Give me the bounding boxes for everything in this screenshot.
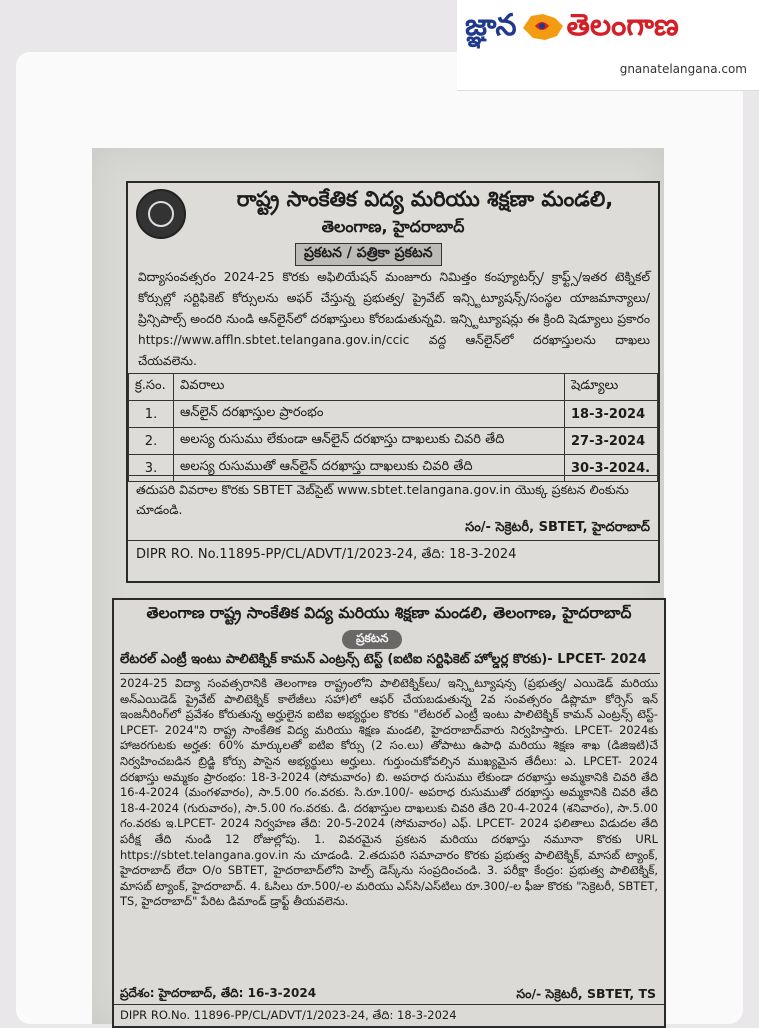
table-header-row xyxy=(129,374,658,401)
table-cell-detail: అలస్య రుసుము లేకుండా ఆన్‌లైన్ దరఖాస్తు దాఖలుకు చివరి తేది xyxy=(174,428,565,455)
notice-2-signature: సం/- సెక్రెటరీ, SBTET, TS xyxy=(516,986,656,1001)
notice-2 xyxy=(112,598,666,1028)
table-row xyxy=(129,401,658,428)
table-cell-date: 30-3-2024. xyxy=(565,455,658,482)
notice-2-dipr: DIPR RO.No. 11896-PP/CL/ADVT/1/2023-24, తేది: 18-3-2024 xyxy=(114,1004,664,1028)
table-cell-detail: ఆన్‌లైన్ దరఖాస్తుల ప్రారంభం xyxy=(174,401,565,428)
table-header: క్ర.సం. xyxy=(129,374,174,401)
notice-1-dipr: DIPR RO. No.11895-PP/CL/ADVT/1/2023-24, తేది: 18-3-2024 xyxy=(128,540,658,571)
notice-2-tag: ప్రకటన xyxy=(342,630,402,649)
table-cell-date: 18-3-2024 xyxy=(565,401,658,428)
newspaper-clipping xyxy=(92,148,664,1024)
notice-2-dates-paragraph: గుర్తుంచుకోవల్సిన ముఖ్యమైన తేదీలు: ఎ. LPCET- 2024 దరఖాస్తు అమ్మకం ప్రారంభం: 18-3-2024 (సోమవారం) బి. అపరాధ రుసుము లేకుండా దరఖాస్తు అమ్మకానికి చివరి తేది 16-4-2024 (మంగళవారం), సా.5.00 గం.వరకు. సి.రూ.100/- అపరాధ రుసుముతో దరఖాస్తు అమ్మకానికి చివరి తేది 18-4-2024 (గురువారం), సా.5.00 గం.వరకు. డి. దరఖాస్తుల దాఖలుకు చివరి తేది 20-4-2024 (శనివారం), సా.5.00 గం.వరకు ఇ.LPCET- 2024 నిర్వహణ తేది: 20-5-2024 (సోమవారం) ఎఫ్. LPCET- 2024 ఫలితాలు విడుదల తేది పరీక్ష తేది నుండి 12 రోజుల్లోపు. 1. వివరమైన ప్రకటన మరియు దరఖాస్తు నమూనా కొరకు URL https://sbtet.telangana.gov.in ను చూడండి. 2.తదుపరి సమాచారం కొరకు ప్రభుత్వ పాలిటెక్నిక్, మాసబ్ ట్యాంక్, హైదరాబాద్ లేదా O/o SBTET, హైదరాబాద్‌లోని హెల్ప్ డెస్క్‌ను సంప్రదించండి. 3. పరీక్షా కేంద్రం: ప్రభుత్వ పాలిటెక్నిక్, మాసబ్ ట్యాంక్, హైదరాబాద్. 4. ఓసిలు రూ.500/-ల మరియు ఎస్‌సి/ఎస్‌టిలు రూ.300/-ల ఫీజు కొరకు "సెక్రెటరీ, SBTET, TS, హైదరాబాద్" పేరిట డిమాండ్ డ్రాఫ్ట్ తీయవలెను. xyxy=(120,753,659,909)
brand-name-part2: తెలంగాణ xyxy=(566,8,679,43)
notice-1-footer: తదుపరి వివరాల కొరకు SBTET వెబ్‌సైట్ www.sbtet.telangana.gov.in యొక్క ప్రకటన లింకును చూడండి. xyxy=(128,475,658,524)
brand-name-part1: జ్ఞాన xyxy=(465,8,517,43)
table-header: వివరాలు xyxy=(174,374,565,401)
notice-2-heading: తెలంగాణ రాష్ట్ర సాంకేతిక విద్య మరియు శిక్షణా మండలి, తెలంగాణ, హైదరాబాద్ xyxy=(146,604,632,622)
brand-logo xyxy=(457,0,759,91)
notice-2-title: లేటరల్ ఎంట్రీ ఇంటు పాలిటెక్నిక్ కామన్ ఎంట్రన్స్ టెస్ట్ (ఐటిఐ సర్టిఫికెట్ హోల్డర్ల కొరకు)- LPCET- 2024 xyxy=(120,652,660,674)
table-cell-date: 27-3-2024 xyxy=(565,428,658,455)
notice-1-tag: ప్రకటన / పత్రికా ప్రకటన xyxy=(295,243,442,266)
table-cell-sno: 3. xyxy=(129,455,174,482)
notice-1-heading: రాష్ట్ర సాంకేతిక విద్య మరియు శిక్షణా మండలి, xyxy=(236,187,614,211)
brand-url: gnanatelangana.com xyxy=(619,62,747,76)
table-cell-sno: 2. xyxy=(129,428,174,455)
table-row xyxy=(129,428,658,455)
table-header: షెడ్యూలు xyxy=(565,374,658,401)
table-cell-detail: అలస్య రుసుముతో ఆన్‌లైన్ దరఖాస్తు దాఖలుకు చివరి తేది xyxy=(174,455,565,482)
notice-1-subheading: తెలంగాణ, హైదరాబాద్ xyxy=(321,217,465,236)
telangana-map-icon xyxy=(519,10,565,44)
notice-1-signature: సం/- సెక్రెటరీ, SBTET, హైదరాబాద్ xyxy=(465,520,650,535)
notice-2-body xyxy=(120,676,658,910)
notice-1-body: విద్యాసంవత్సరం 2024-25 కొరకు అఫిలియేషన్ మంజూరు నిమిత్తం కంప్యూటర్స్/ క్రాఫ్ట్స్/ఇతర టెక్నికల్ కోర్సుల్లో సర్టిఫికెట్ కోర్సులను అఫర్ చేస్తున్న ప్రభుత్వ/ ప్రైవేట్ ఇన్స్టిట్యూషన్స్/సంస్థల యాజమాన్యాలు/ ప్రిన్సిపాల్స్ అందరి నుండి ఆన్‌లైన్‌లో దరఖాస్తులు కోరబడుతున్నవి. ఇన్స్టిట్యూషన్లు ఈ క్రింది షెడ్యూలు ప్రకారం https://www.affln.sbtet.telangana.gov.in/ccic వద్ద ఆన్‌లైన్‌లో దరఖాస్తులను దాఖలు చేయవలెను. xyxy=(138,270,650,368)
notice-2-place-date: ప్రదేశం: హైదరాబాద్, తేది: 16-3-2024 xyxy=(120,986,317,1000)
table-cell-sno: 1. xyxy=(129,401,174,428)
notice-2-paragraph: 2024-25 విద్యా సంవత్సరానికి తెలంగాణ రాష్ట్రంలోని పాలిటెక్నిక్‌లు/ ఇన్స్టిట్యూషన్స (ప్రభుత్వ/ ఎయిడెడ్ మరియు అన్‌ఎయిడెడ్ ప్రైవేట్ పాలిటెక్నిక్ కాలేజీలు సహా)లో ఆఫర్ చేయబడుతున్న 2వ సంవత్సరం డిప్లొమా కోర్సెస్ ఇన్ ఇంజనీరింగ్‌లో ప్రవేశం కోరుతున్న అర్హులైన ఐటిఐ అభ్యర్థుల కొరకు "లేటరల్ ఎంట్రీ ఇంటు పాలిటెక్నిక్ కామన్ ఎంట్రన్స్ టెస్ట్- LPCET- 2024"ని రాష్ట్ర సాంకేతిక విద్య మరియు శిక్షణ మండలి, హైదరాబాద్‌వారు నిర్వహిస్తారు. LPCET- 2024కు హాజరగుటకు అర్హత: 60% మార్కులతో ఐటిఐ కోర్సు (2 సం.లు) తోపాటు ఉపాధి మరియు శిక్షణ శాఖ (డిజిఇటి)చే నిర్వహించబడిన బ్రిడ్జి కోర్సు పాసైన అభ్యర్థులు అర్హులు. xyxy=(120,676,658,768)
notice-1 xyxy=(126,181,660,583)
schedule-table xyxy=(128,373,658,482)
